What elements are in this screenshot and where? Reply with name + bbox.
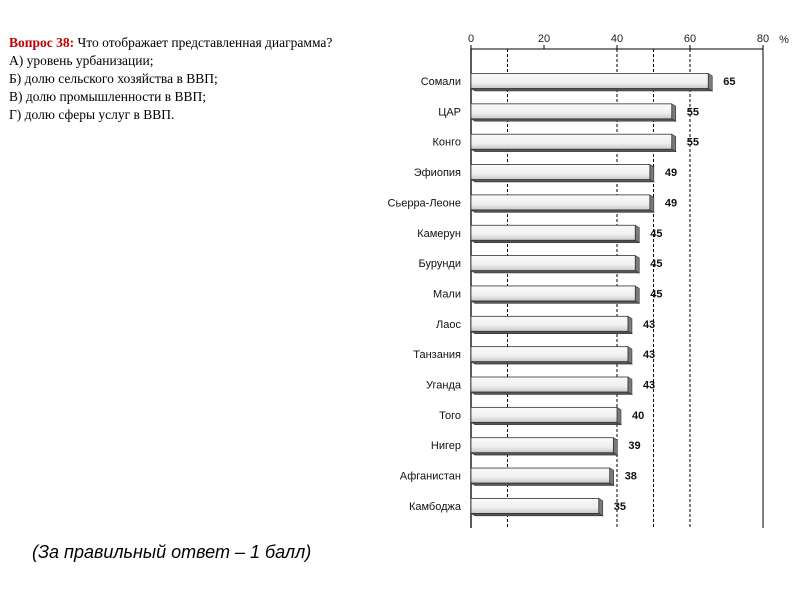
category-label: Бурунди xyxy=(418,258,461,271)
bar-side xyxy=(610,468,614,485)
bar-side xyxy=(599,498,603,515)
value-label: 55 xyxy=(686,136,699,149)
category-label: Того xyxy=(439,409,461,422)
answer-option-a: А) уровень урбанизации; xyxy=(9,53,154,68)
value-label: 43 xyxy=(642,349,656,362)
bar xyxy=(471,225,635,240)
value-label: 35 xyxy=(613,500,626,513)
value-label: 40 xyxy=(632,409,645,422)
x-unit-label: % xyxy=(779,34,789,46)
bar xyxy=(471,195,650,210)
category-label: Камерун xyxy=(417,227,461,240)
x-tick-label: 0 xyxy=(467,33,475,45)
bar-side xyxy=(635,256,639,273)
bar xyxy=(471,498,599,513)
x-tick-label: 60 xyxy=(683,33,697,45)
bar xyxy=(471,377,628,392)
value-label: 38 xyxy=(624,470,637,483)
answer-option-b: Б) долю сельского хозяйства в ВВП; xyxy=(9,71,218,86)
value-label: 49 xyxy=(664,197,678,210)
value-label: 39 xyxy=(628,440,641,453)
x-tick-label: 80 xyxy=(756,33,770,45)
bar xyxy=(471,407,617,422)
category-label: Камбоджа xyxy=(408,500,461,513)
x-tick-label: 40 xyxy=(610,33,624,45)
value-label: 43 xyxy=(642,379,656,392)
bar xyxy=(471,256,635,271)
bar xyxy=(471,286,635,301)
category-label: Мали xyxy=(433,288,461,301)
bar-side xyxy=(650,195,654,212)
category-label: Сьерра-Леоне xyxy=(387,197,461,210)
answer-option-c: В) долю промышленности в ВВП; xyxy=(9,89,207,104)
score-footnote: (За правильный ответ – 1 балл) xyxy=(32,542,312,562)
category-label: Афганистан xyxy=(399,470,461,483)
bar-side xyxy=(617,407,621,424)
bar xyxy=(471,104,672,119)
bar-side xyxy=(635,225,639,242)
category-label: Лаос xyxy=(436,318,461,331)
value-label: 55 xyxy=(686,106,699,119)
category-label: Эфиопия xyxy=(413,167,461,180)
value-label: 49 xyxy=(664,167,678,180)
bar-side xyxy=(635,286,639,303)
bar xyxy=(471,438,613,453)
bar xyxy=(471,316,628,331)
bar xyxy=(471,468,610,483)
bar-side xyxy=(672,104,676,121)
value-label: 45 xyxy=(650,258,663,271)
value-label: 45 xyxy=(650,227,663,240)
category-label: ЦАР xyxy=(438,106,461,119)
bar xyxy=(471,347,628,362)
x-tick-label: 20 xyxy=(537,33,551,45)
value-label: 45 xyxy=(650,288,663,301)
bar xyxy=(471,74,708,89)
category-label: Сомали xyxy=(420,76,461,88)
question-number: Вопрос 38: xyxy=(9,35,75,50)
category-label: Танзания xyxy=(413,349,461,362)
bar-side xyxy=(628,316,632,333)
value-label: 65 xyxy=(723,76,736,88)
category-label: Уганда xyxy=(426,379,461,392)
category-label: Нигер xyxy=(430,440,461,453)
bar-side xyxy=(628,347,632,364)
bar xyxy=(471,134,672,149)
bar xyxy=(471,165,650,180)
bar-side xyxy=(650,165,654,182)
bar-side xyxy=(628,377,632,394)
question-text: Что отображает представленная диаграмма? xyxy=(77,35,333,50)
answer-option-d: Г) долю сферы услуг в ВВП. xyxy=(9,107,175,122)
bar-side xyxy=(672,134,676,151)
bar-side xyxy=(613,438,617,455)
value-label: 43 xyxy=(642,318,656,331)
bar-side xyxy=(708,74,712,91)
category-label: Конго xyxy=(432,136,461,149)
